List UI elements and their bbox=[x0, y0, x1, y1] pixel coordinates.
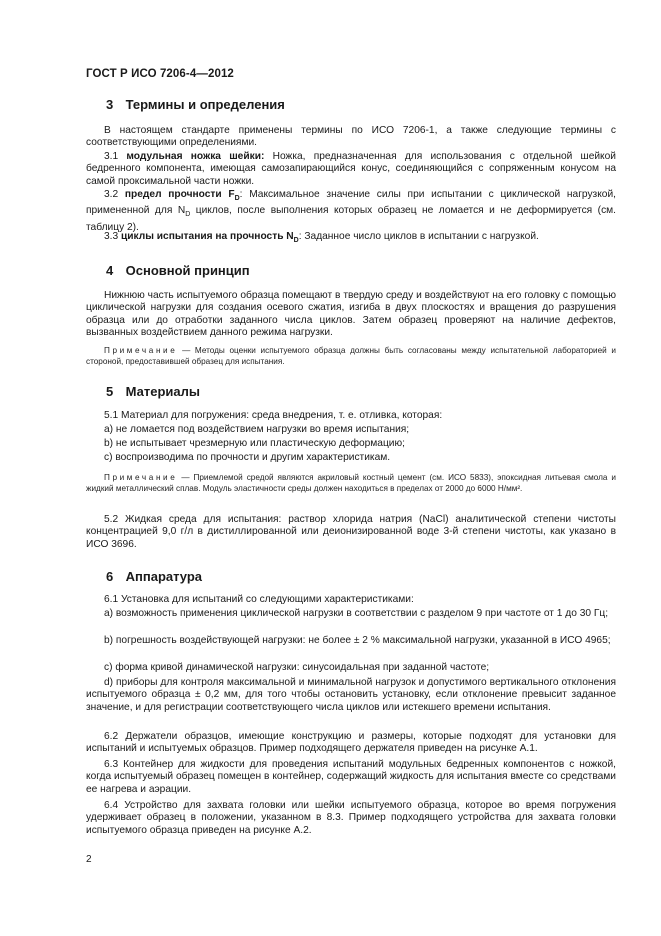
section-5-heading: 5 Материалы bbox=[106, 384, 200, 399]
para-6-1: 6.1 Установка для испытаний со следующими характеристиками: bbox=[104, 594, 414, 605]
list-5-c: с) воспроизводима по прочности и другим характеристикам. bbox=[104, 452, 391, 463]
term-3-2: 3.2 предел прочности $F_D$: Максимальное значение силы при испытании с циклической нагрузкой, примененной для $N_D$ циклов, после выполнения которых образец не ломается и не деформируется (см. таблицу 2). bbox=[86, 189, 617, 233]
document-header: ГОСТ Р ИСО 7206-4—2012 bbox=[86, 68, 234, 80]
section-3-intro: В настоящем стандарте применены термины по ИСО 7206-1, а также следующие термины с соответствующими определениями. bbox=[86, 125, 616, 149]
para-6-3: 6.3 Контейнер для жидкости для проведения испытаний модульных бедренных компонентов с ножкой, когда испытуемый образец помещен в контейнер, содержащий жидкость для испытания вместе со средствами ее нагрева и аэрации. bbox=[86, 759, 616, 795]
term-3-1: 3.1 модульная ножка шейки: Ножка, предназначенная для использования с отдельной шейкой бедренного компонента, имеющая самозапирающийся конус, соединяющийся с сопряженным конусом на самой проксимальной части ножки. bbox=[86, 151, 616, 187]
para-5-1: 5.1 Материал для погружения: среда внедрения, т. е. отливка, которая: bbox=[104, 410, 443, 421]
para-6-4: 6.4 Устройство для захвата головки или шейки испытуемого образца, которое во время погружения удерживает образец в положении, указанном в 8.3. Пример подходящего устройства для захвата головки испытуемого образца приведен на рисунке А.2. bbox=[86, 800, 616, 836]
list-6-d: d) приборы для контроля максимальной и минимальной нагрузок и допустимого вертикального отклонения испытуемого образца ± 0,2 мм, для того чтобы остановить установку, если отклонение превысит заданное значение, и для регистрации соответствующего числа циклов или истекшего времени испытания. bbox=[86, 677, 616, 713]
list-5-b: b) не испытывает чрезмерную или пластическую деформацию; bbox=[104, 438, 405, 449]
list-5-a: а) не ломается под воздействием нагрузки во время испытания; bbox=[104, 424, 410, 435]
section-4-paragraph: Нижнюю часть испытуемого образца помещают в твердую среду и воздействуют на его головку с помощью циклической нагрузки для создания осевого сжатия, изгиба в двух плоскостях и вращения до разрушения образца или до отработки заданного числа циклов. Затем образец проверяют на наличие дефектов, вызванных воздействием данного режима нагрузки. bbox=[86, 290, 616, 339]
section-6-heading: 6 Аппаратура bbox=[106, 569, 203, 584]
term-3-3: 3.3 циклы испытания на прочность $N_D$: Заданное число циклов в испытании с нагрузкой. bbox=[104, 231, 539, 245]
section-3-heading: 3 Термины и определения bbox=[106, 97, 285, 112]
list-6-c: с) форма кривой динамической нагрузки: синусоидальная при заданной частоте; bbox=[104, 662, 490, 673]
list-6-b: b) погрешность воздействующей нагрузки: не более ± 2 % максимальной нагрузки, указанной в ИСО 4965; bbox=[104, 635, 611, 646]
para-6-2: 6.2 Держатели образцов, имеющие конструкцию и размеры, которые подходят для установки для испытаний и испытуемых образцов. Пример подходящего держателя приведен на рисунке А.1. bbox=[86, 731, 616, 755]
section-5-note: Примечание — Приемлемой средой являются акриловый костный цемент (см. ИСО 5833), эпоксидная литьевая смола и жидкий металлический сплав. Модуль эластичности среды должен находиться в пределах от 2000 до 6000 Н/мм². bbox=[86, 473, 616, 493]
para-5-2: 5.2 Жидкая среда для испытания: раствор хлорида натрия (NaCl) аналитической степени чистоты концентрацией 9,0 г/л в дистиллированной или деионизированной воде 3-й степени чистоты, как указано в ИСО 3696. bbox=[86, 514, 616, 550]
list-6-a: а) возможность применения циклической нагрузки в соответствии с разделом 9 при частоте от 1 до 30 Гц; bbox=[104, 608, 609, 619]
page-number: 2 bbox=[86, 854, 92, 865]
section-4-note: Примечание — Методы оценки испытуемого образца должны быть согласованы между испытательной лабораторией и стороной, предоставившей образец для испытания. bbox=[86, 346, 616, 366]
section-4-heading: 4 Основной принцип bbox=[106, 263, 250, 278]
